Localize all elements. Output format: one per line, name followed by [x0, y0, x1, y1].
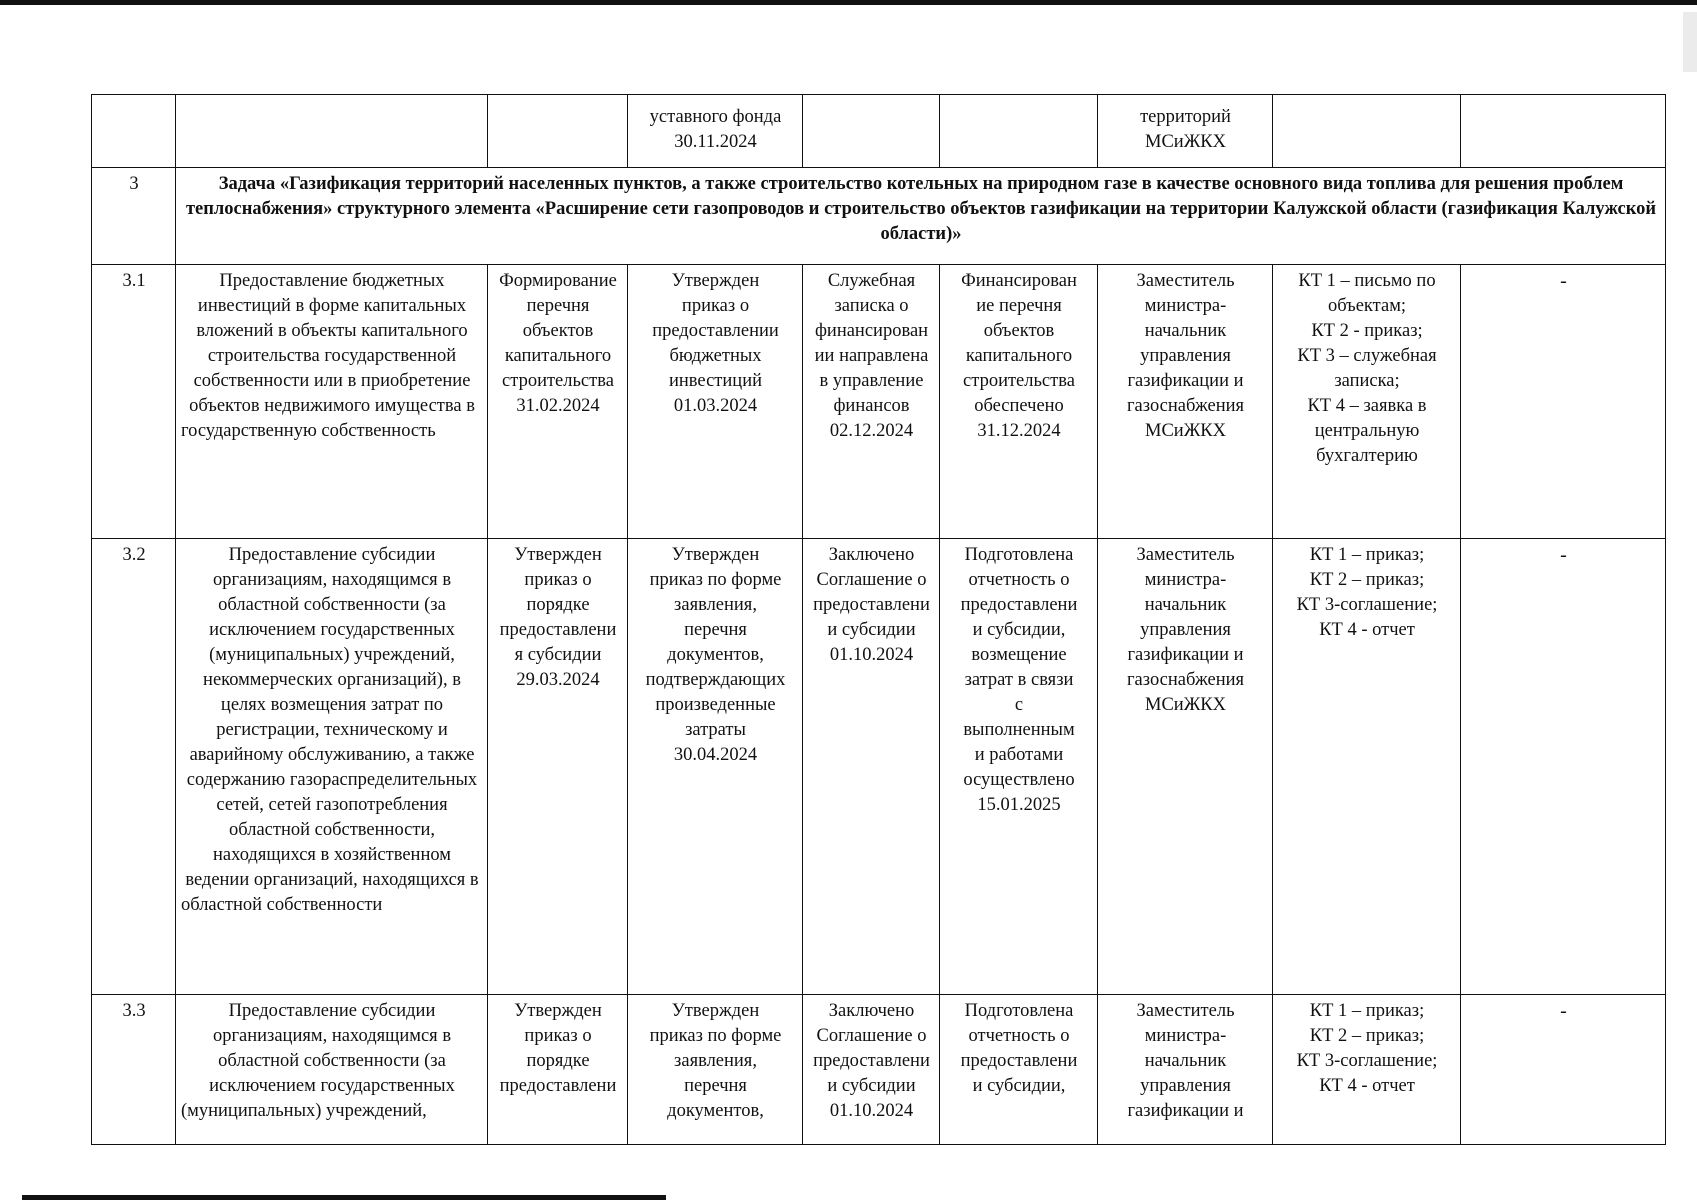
event-description: Предоставление бюджетных инвестиций в форме капитальных вложений в объекты капитального строительства государственной собственности или в приобретение объектов недвижимого имущества в государственную собственность [176, 265, 488, 539]
table-row [92, 265, 1666, 539]
task-number: 3 [92, 168, 176, 265]
cell-documents [1273, 95, 1461, 168]
control-point-3: Служебная записка о финансирован ии направлена в управление финансов 02.12.2024 [803, 265, 940, 539]
row-number: 3.3 [92, 995, 176, 1145]
control-point-4: Подготовлена отчетность о предоставлени и субсидии, возмещение затрат в связи с выполненным и работами осуществлено 15.01.2025 [940, 539, 1098, 995]
control-point-4: Подготовлена отчетность о предоставлени и субсидии, [940, 995, 1098, 1145]
control-point-1: Утвержден приказ о порядке предоставлени я субсидии 29.03.2024 [488, 539, 628, 995]
table-row-task [92, 168, 1666, 265]
control-point-3: Заключено Соглашение о предоставлени и субсидии 01.10.2024 [803, 539, 940, 995]
scan-bottom-edge [22, 1195, 666, 1200]
control-point-2: Утвержден приказ по форме заявления, перечня документов, подтверждающих произведенные затраты 30.04.2024 [628, 539, 803, 995]
scan-top-edge [0, 0, 1697, 5]
event-description: Предоставление субсидии организациям, находящимся в областной собственности (за исключением государственных (муниципальных) учреждений, [176, 995, 488, 1145]
control-point-1: Формирование перечня объектов капитального строительства 31.02.2024 [488, 265, 628, 539]
last-column-value: - [1461, 539, 1666, 995]
control-point-2: Утвержден приказ по форме заявления, перечня документов, [628, 995, 803, 1145]
last-column-value: - [1461, 995, 1666, 1145]
implementation-plan-table [91, 94, 1666, 1145]
last-column-value: - [1461, 265, 1666, 539]
control-point-3: Заключено Соглашение о предоставлени и субсидии 01.10.2024 [803, 995, 940, 1145]
control-point-1: Утвержден приказ о порядке предоставлени [488, 995, 628, 1145]
cell-last [1461, 95, 1666, 168]
table-row [92, 995, 1666, 1145]
event-description: Предоставление субсидии организациям, находящимся в областной собственности (за исключением государственных (муниципальных) учреждений, некоммерческих организаций), в целях возмещения затрат по регистрации, техническому и аварийному обслуживанию, а также содержанию газораспределительных сетей, сетей газопотребления областной собственности, находящихся в хозяйственном ведении организаций, находящихся в областной собственности [176, 539, 488, 995]
cell-kt3 [803, 95, 940, 168]
table-row-continuation [92, 95, 1666, 168]
row-number: 3.2 [92, 539, 176, 995]
responsible-person: Заместитель министра- начальник управления газификации и [1098, 995, 1273, 1145]
cell-kt4 [940, 95, 1098, 168]
confirming-documents: КТ 1 – приказ; КТ 2 – приказ; КТ 3-соглашение; КТ 4 - отчет [1273, 539, 1461, 995]
cell-kt2: уставного фонда 30.11.2024 [628, 95, 803, 168]
control-point-4: Финансирован ие перечня объектов капитального строительства обеспечено 31.12.2024 [940, 265, 1098, 539]
scan-margin-mark [1683, 12, 1697, 72]
confirming-documents: КТ 1 – письмо по объектам; КТ 2 - приказ; КТ 3 – служебная записка; КТ 4 – заявка в центральную бухгалтерию [1273, 265, 1461, 539]
confirming-documents: КТ 1 – приказ; КТ 2 – приказ; КТ 3-соглашение; КТ 4 - отчет [1273, 995, 1461, 1145]
responsible-person: Заместитель министра- начальник управления газификации и газоснабжения МСиЖКХ [1098, 265, 1273, 539]
cell-desc [176, 95, 488, 168]
responsible-person: Заместитель министра- начальник управления газификации и газоснабжения МСиЖКХ [1098, 539, 1273, 995]
cell-kt1 [488, 95, 628, 168]
cell-responsible: территорий МСиЖКХ [1098, 95, 1273, 168]
table-row [92, 539, 1666, 995]
task-title: Задача «Газификация территорий населенных пунктов, а также строительство котельных на природном газе в качестве основного вида топлива для решения проблем теплоснабжения» структурного элемента «Расширение сети газопроводов и строительство объектов газификации на территории Калужской области (газификация Калужской области)» [176, 168, 1666, 265]
row-number: 3.1 [92, 265, 176, 539]
control-point-2: Утвержден приказ о предоставлении бюджетных инвестиций 01.03.2024 [628, 265, 803, 539]
cell-num [92, 95, 176, 168]
